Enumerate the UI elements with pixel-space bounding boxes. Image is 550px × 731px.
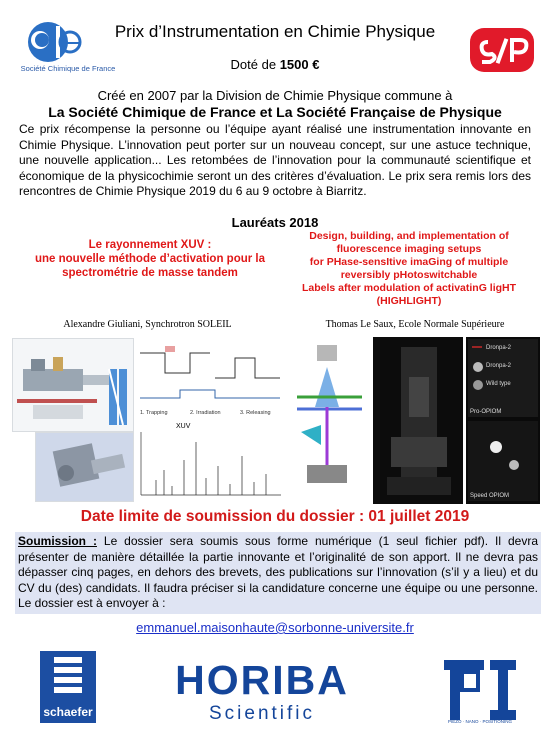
laureate-right-line2: fluorescence imaging setups xyxy=(336,243,482,255)
laureates-title: Lauréats 2018 xyxy=(231,215,319,230)
laureate-right-line6: (HIGHLIGHT) xyxy=(376,295,442,307)
created-line2: La Société Chimique de France et La Société Française de Physique xyxy=(48,104,502,120)
pi-subtitle: PIEZO · NANO · POSITIONING xyxy=(447,719,512,724)
laureate-right-title xyxy=(278,230,540,308)
sfc-caption: Société Chimique de France xyxy=(20,64,116,73)
submission-label: Soumission : xyxy=(18,534,97,548)
trap-timing-figure xyxy=(135,338,285,418)
pro-opiom-label: Pro-OPIOM xyxy=(470,409,502,415)
instrument-schematic-figure xyxy=(12,338,134,432)
author-right: Thomas Le Saux, Ecole Normale Supérieure xyxy=(325,319,505,330)
speed-opiom-label: Speed OPIOM xyxy=(470,493,510,499)
laureate-right-line1: Design, building, and implementation of xyxy=(309,230,509,242)
laureate-right-line4: reversibly pHotoswitchable xyxy=(340,269,478,281)
xuv-label: XUV xyxy=(176,423,191,430)
laureate-right-line5: Labels after modulation of activatinG ligHT xyxy=(301,282,517,294)
instrument-3d-figure xyxy=(35,432,134,502)
horiba-logo: HORIBA xyxy=(175,657,349,703)
created-line1: Créé en 2007 par la Division de Chimie Physique commune à xyxy=(97,88,453,103)
sfp-logo xyxy=(470,28,534,72)
laureate-left-line1: Le rayonnement XUV : xyxy=(88,239,212,251)
fluorescence-images xyxy=(466,337,540,504)
contact-email-link[interactable]: emmanuel.maisonhaute@sorbonne-universite.fr xyxy=(136,620,414,635)
microscope-photo xyxy=(373,337,463,504)
laureate-left-title xyxy=(30,238,270,280)
panel-label-3: 3. Releasing xyxy=(240,410,271,416)
schaefer-logo-text: schaefer xyxy=(43,705,93,719)
intro-paragraph: Ce prix récompense la personne ou l’équipe ayant réalisé une instrumentation innovante en Chimie Physique. L’innovation peut porter sur un nouveau concept, sur une astuce technique, une nouvelle application... Les retombées de l’innovation pour la communauté scientifique et économique de la physicochimie seront un des critères d’évaluation. Le prix sera remis lors des rencontres de Chimie Physique 2019 du 6 au 9 octobre à Biarritz. xyxy=(19,122,531,198)
legend-dronpa2-a: Dronpa-2 xyxy=(486,345,512,351)
legend-wild-type: Wild type xyxy=(486,381,511,387)
page-title: Prix d’Instrumentation en Chimie Physique xyxy=(114,22,436,41)
prize-value: 1500 € xyxy=(279,57,320,72)
laureate-left-line3: spectrométrie de masse tandem xyxy=(62,267,238,279)
submission-text: Le dossier sera soumis sous forme numérique (1 seul fichier pdf). Il devra présenter de manière détaillée la partie innovante et l’originalité de son apport. Il ne devra pas dépasser cinq pages, en dehors des brevets, des publications sur l’innovation (s’il y a lieu) et du CV du (des) candidats. Il faudra préciser si la candidature concerne une équipe ou une personne. Le dossier est à envoyer à : xyxy=(18,534,539,610)
laureate-right-line3: for PHase-sensItive imaGing of multiple xyxy=(309,256,509,268)
panel-label-1: 1. Trapping xyxy=(140,410,168,416)
legend-dronpa2-b: Dronpa-2 xyxy=(486,363,512,369)
panel-label-2: 2. Irradiation xyxy=(190,410,221,416)
schaefer-mark-icon xyxy=(40,651,96,701)
horiba-subtitle: Scientific xyxy=(208,703,316,724)
author-left: Alexandre Giuliani, Synchrotron SOLEIL xyxy=(63,319,232,330)
xuv-spectrum-figure xyxy=(136,420,285,502)
submission-paragraph xyxy=(15,532,541,614)
pi-logo xyxy=(440,660,520,720)
created-block xyxy=(20,87,530,121)
laureate-left-line2: une nouvelle méthode d’activation pour la xyxy=(34,253,266,265)
deadline-heading: Date limite de soumission du dossier : 01 juillet 2019 xyxy=(80,508,470,525)
prize-amount xyxy=(0,57,550,72)
optical-setup-figure xyxy=(287,337,370,504)
prize-prefix: Doté de xyxy=(230,57,280,72)
